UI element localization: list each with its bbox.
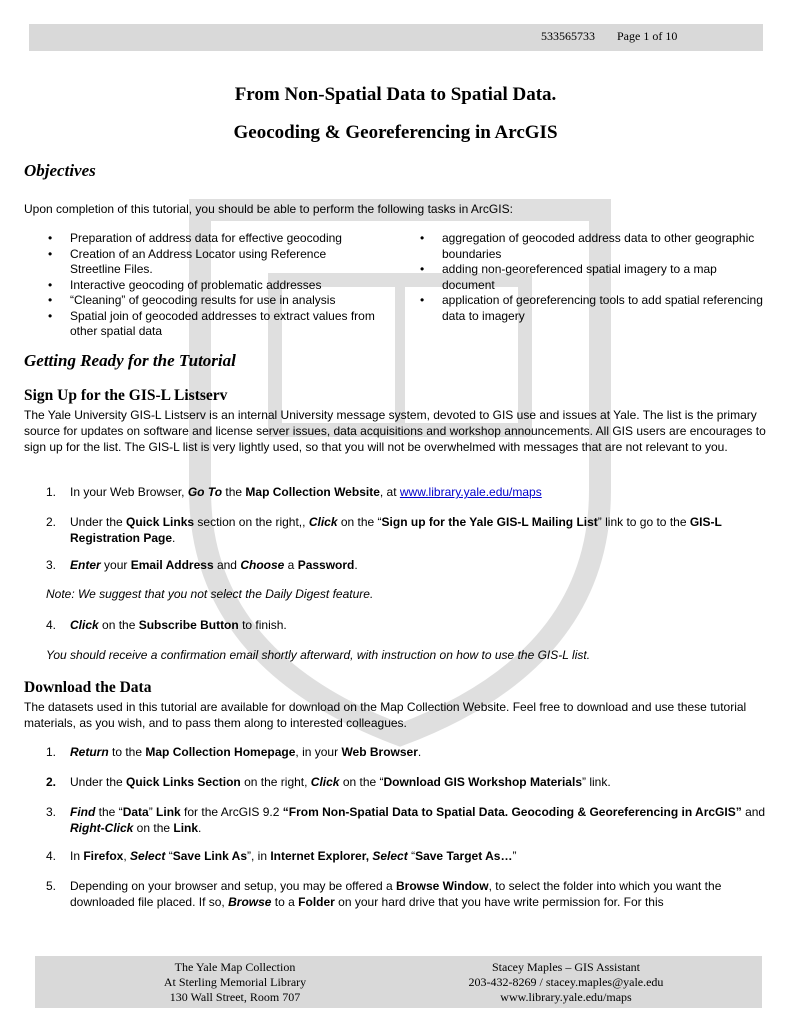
- list-item: • adding non-georeferenced spatial imagery to a map document: [442, 262, 772, 293]
- list-item: • Spatial join of geocoded addresses to extract values from other spatial data: [70, 309, 380, 340]
- list-item: • aggregation of geocoded address data to other geographic boundaries: [442, 231, 772, 262]
- document-title-line2: Geocoding & Georeferencing in ArcGIS: [233, 122, 558, 143]
- download-heading: Download the Data: [24, 679, 152, 696]
- list-item: • Creation of an Address Locator using Reference Streetline Files.: [70, 247, 380, 278]
- footer-address: The Yale Map Collection At Sterling Memorial Library 130 Wall Street, Room 707: [163, 960, 307, 1004]
- signup-paragraph: The Yale University GIS-L Listserv is an internal University message system, devoted to GIS use and issues at Yale. The list is the primary source for updates on software and license server issues, data acquisitions and workshop announcements. All GIS users are encourages to sign up for the list. The GIS-L list is very lightly used, so that you will not be overwhelmed with messages that are not relevant to you.: [24, 408, 766, 454]
- page-footer: [35, 956, 762, 1008]
- signup-note-1: Note: We suggest that you not select the Daily Digest feature.: [46, 587, 374, 601]
- document-title-line1: From Non-Spatial Data to Spatial Data.: [234, 84, 557, 105]
- getting-ready-heading: Getting Ready for the Tutorial: [24, 351, 236, 370]
- map-collection-link[interactable]: www.library.yale.edu/maps: [399, 485, 542, 499]
- footer-contact: Stacey Maples – GIS Assistant 203-432-8269 / stacey.maples@yale.edu www.library.yale.edu/maps: [468, 960, 664, 1004]
- list-item: • Preparation of address data for effective geocoding: [70, 231, 380, 247]
- page-number: Page 1 of 10: [617, 29, 678, 43]
- download-paragraph: The datasets used in this tutorial are available for download on the Map Collection Website. Feel free to download and use these tutorial materials, as you wish, and to pass them along to interested colleagues.: [24, 700, 747, 730]
- objectives-list-left: [48, 231, 380, 340]
- objectives-list-right: [420, 231, 772, 324]
- list-item: • Interactive geocoding of problematic addresses: [70, 278, 380, 294]
- list-item: • application of georeferencing tools to add spatial referencing data to imagery: [442, 293, 772, 324]
- signup-note-2: You should receive a confirmation email shortly afterward, with instruction on how to use the GIS-L list.: [46, 648, 591, 662]
- document-id: 533565733: [541, 29, 595, 43]
- signup-heading: Sign Up for the GIS-L Listserv: [24, 387, 228, 404]
- objectives-intro: Upon completion of this tutorial, you should be able to perform the following tasks in ArcGIS:: [24, 202, 513, 216]
- objectives-heading: Objectives: [24, 161, 96, 180]
- page-header: [29, 24, 763, 51]
- list-item: • “Cleaning” of geocoding results for use in analysis: [70, 293, 380, 309]
